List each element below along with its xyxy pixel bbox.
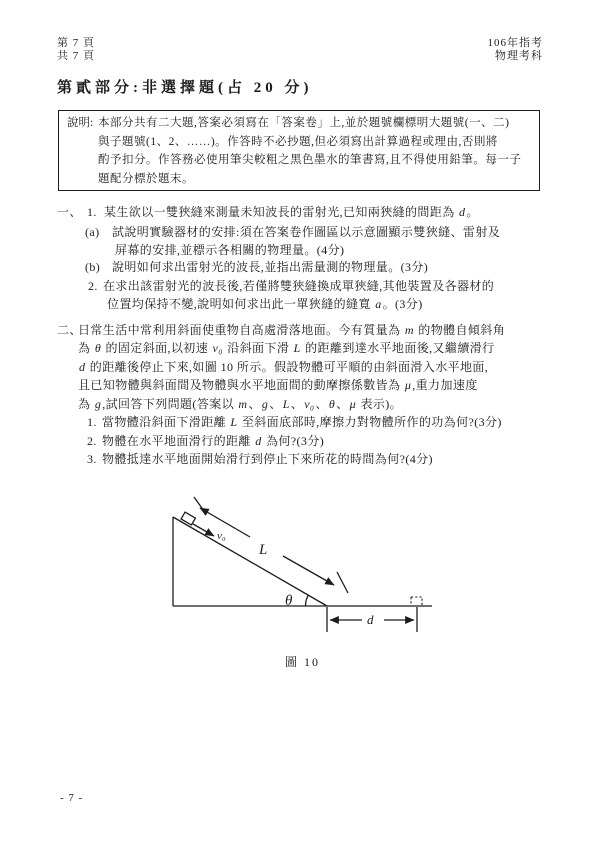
q1-item2-text-line2: 位置均保持不變,說明如何求出此一單狹縫的縫寬 a。(3分) [107,297,423,311]
q2-item1-text: 當物體沿斜面下滑距離 L 至斜面底部時,摩擦力對物體所作的功為何?(3分) [102,415,502,429]
angle-arc [305,595,308,606]
q2-intro-line1: 日常生活中常利用斜面使重物自高處滑落地面。今有質量為 m 的物體自傾斜角 [78,323,506,337]
figure-10-diagram [140,490,500,675]
exam-subject: 物理考科 [495,49,543,62]
final-position-block-dashed [411,597,422,606]
instructions-text-1: 本部分共有二大題,答案必須寫在「答案卷」上,並於題號欄標明大題號(一、二) [98,117,510,129]
instructions-line-2: 與子題號(1、2、……)。作答時不必抄題,但必須寫出計算過程或理由,否則將 [98,135,498,148]
q1-item1a-text-line1: 試說明實驗器材的安排:須在答案卷作圖區以示意圖顯示雙狹縫、雷射及 [112,225,501,239]
q2-intro-line2: 為 θ 的固定斜面,以初速 v₀ 沿斜面下滑 L 的距離到達水平地面後,又繼續滑行 [78,341,495,355]
figure-caption: 圖 10 [284,655,320,669]
q2-item3-text: 物體抵達水平地面開始滑行到停止下來所花的時間為何?(4分) [102,452,433,466]
q1-item2-number: 2. [88,279,98,293]
q1-item1a-number: (a) [85,225,100,239]
incline-length-label: L [259,542,268,558]
q1-item2-text-line1: 在求出該雷射光的波長後,若僅將雙狹縫換成單狹縫,其他裝置及各器材的 [103,279,495,293]
q2-intro-line3: d 的距離後停止下來,如圖 10 所示。假設物體可平順的由斜面滑入水平地面, [79,360,489,374]
q2-marker: 二、 [57,323,82,337]
incline-surface-line [173,517,327,606]
q1-item1-text: 某生欲以一雙狹縫來測量未知波長的雷射光,已知兩狹縫的間距為 d。 [104,205,479,219]
page-total: 共 7 頁 [57,49,95,62]
page-number: 第 7 頁 [57,37,95,49]
footer-page-indicator: - 7 - [60,792,84,804]
q2-intro-line4: 且已知物體與斜面間及物體與水平地面間的動摩擦係數皆為 μ,重力加速度 [78,378,478,392]
header-exam-info-block [488,37,544,62]
header-page-number-block [57,37,95,62]
instructions-line-4: 題配分標於題末。 [98,172,194,185]
q1-marker: 一、 [57,205,82,219]
q2-item3-number: 3. [87,452,97,466]
q2-item2-number: 2. [87,434,97,448]
q1-item1-number: 1. [87,205,97,219]
l-dimension-arrow-lower [283,556,334,585]
instructions-line-3: 酌予扣分。作答務必使用筆尖較粗之黑色墨水的筆書寫,且不得使用鉛筆。每一子 [98,154,522,166]
q2-item1-number: 1. [87,415,97,429]
instructions-line-1 [67,114,533,133]
l-dimension-tick-bottom [337,572,348,593]
q1-item1a-text-line2: 屏幕的安排,並標示各相關的物理量。(4分) [115,243,345,257]
instructions-box [58,110,540,191]
q1-item1b-number: (b) [85,260,101,274]
q2-item2-text: 物體在水平地面滑行的距離 d 為何?(3分) [102,434,325,448]
q2-intro-line5: 為 g,試回答下列問題(答案以 m、g、L、v₀、θ、μ 表示)。 [78,397,403,411]
exam-year: 106年指考 [487,37,543,49]
section-title: 第貳部分:非選擇題(占 20 分) [57,80,313,96]
q1-item1b-text: 說明如何求出雷射光的波長,並指出需量測的物理量。(3分) [112,260,429,274]
angle-label: θ [285,593,293,609]
instructions-label: 說明: [67,117,94,129]
initial-velocity-label: v₀ [217,530,226,542]
distance-label: d [367,612,374,627]
